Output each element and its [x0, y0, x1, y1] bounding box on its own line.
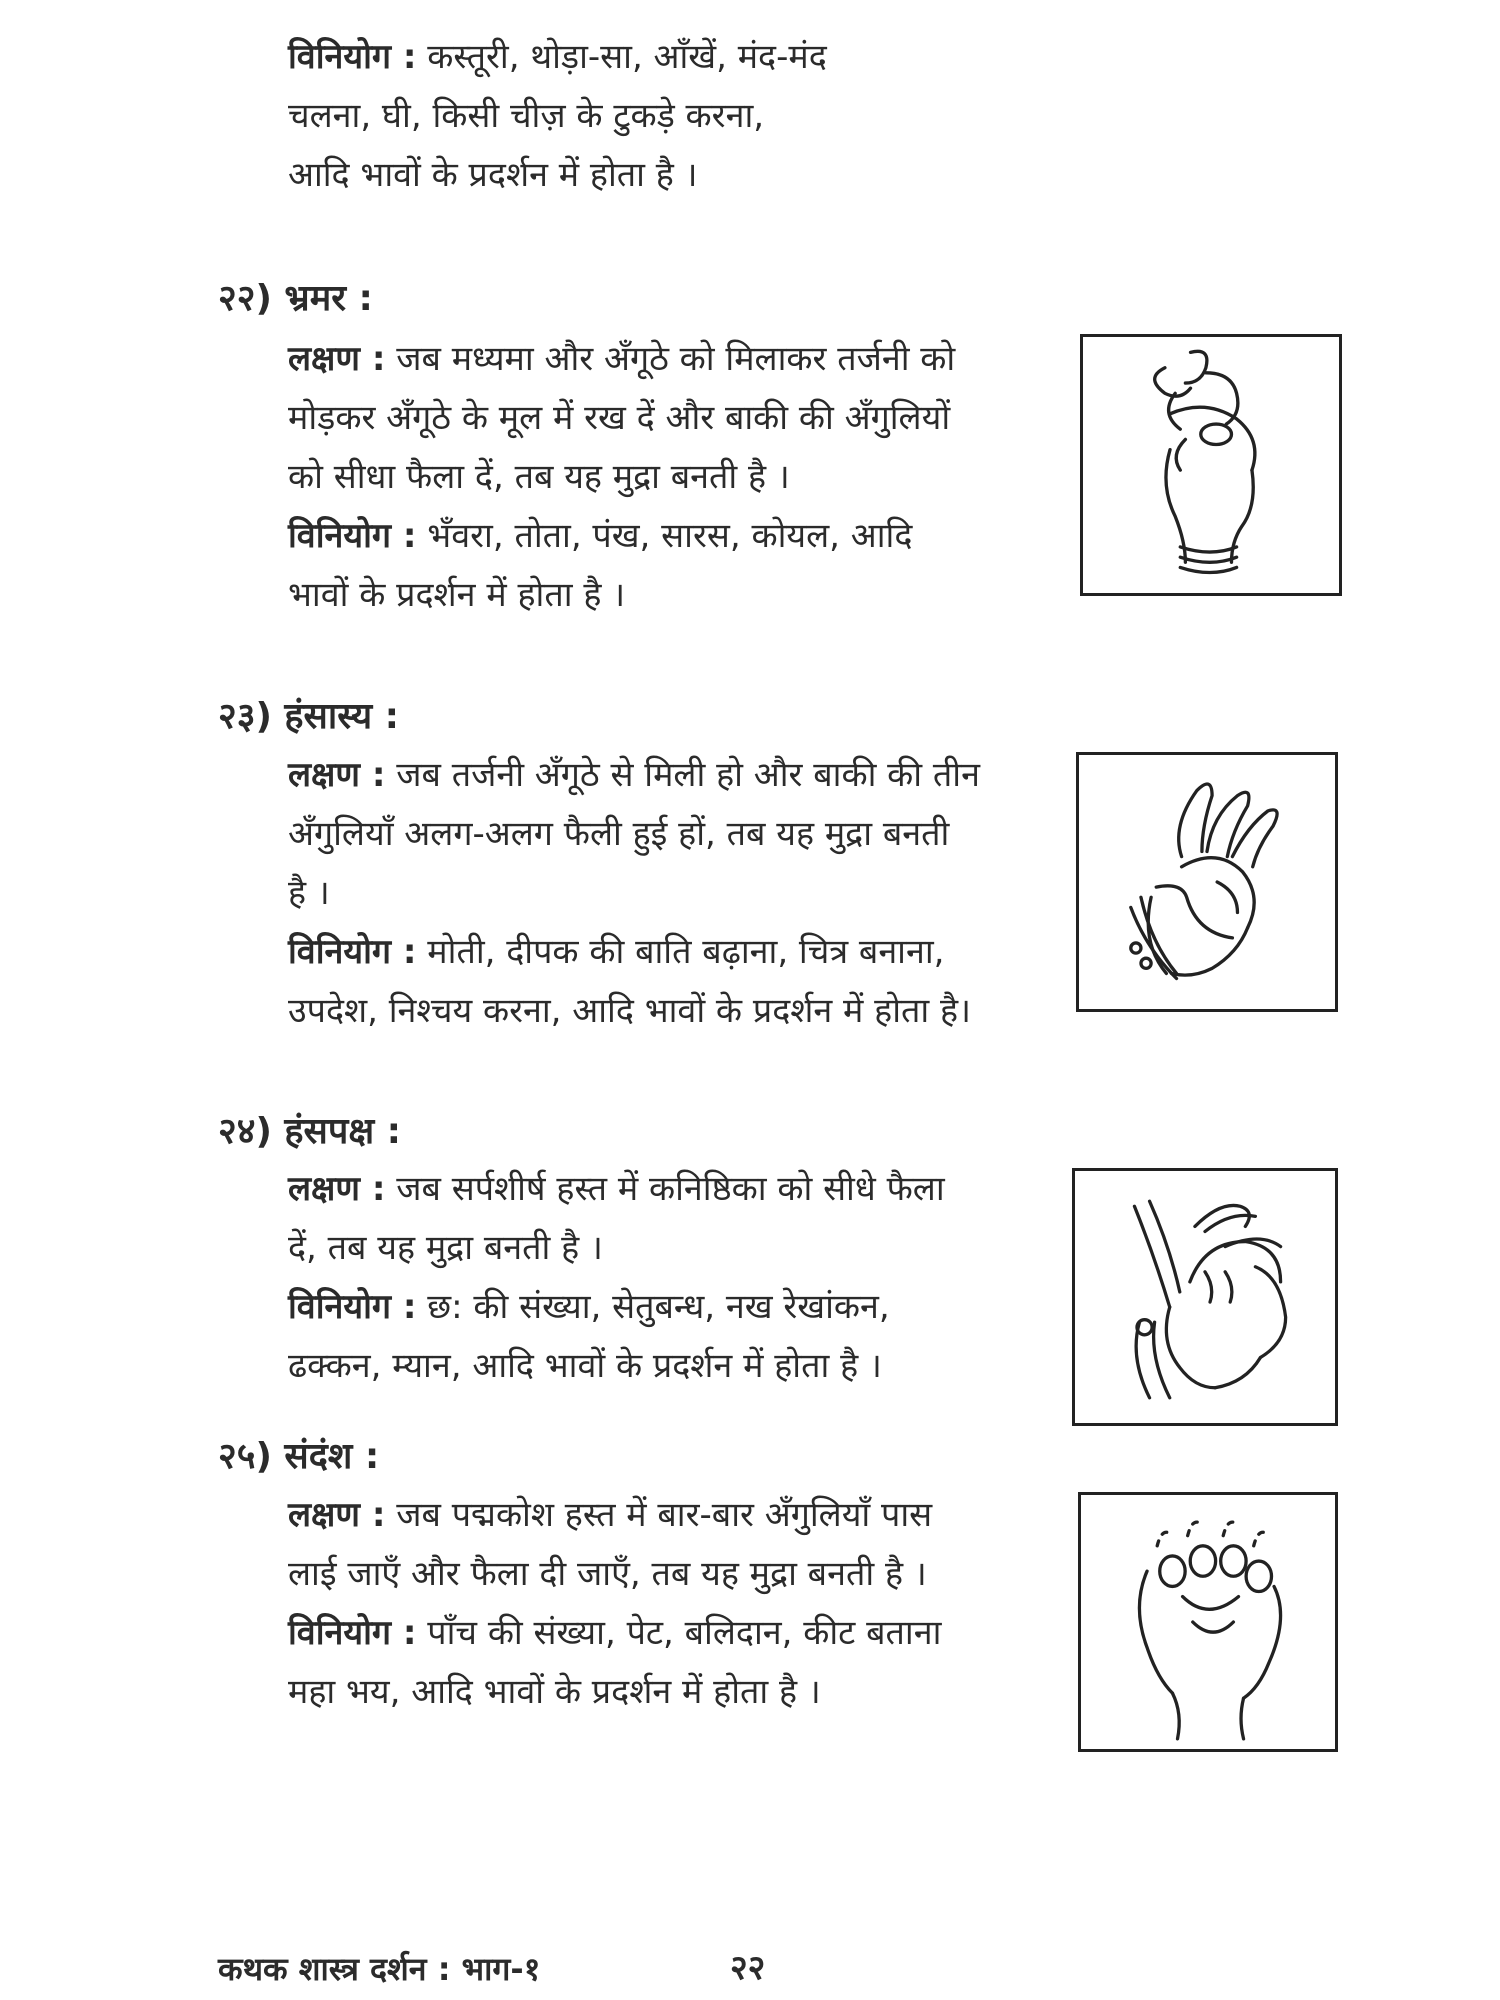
text-line: भावों के प्रदर्शन में होता है ।	[288, 575, 626, 615]
text-line: लक्षण : जब मध्यमा और अँगूठे को मिलाकर तर्जनी को	[288, 339, 956, 379]
text-line: विनियोग : पाँच की संख्या, पेट, बलिदान, कीट बताना	[288, 1613, 942, 1653]
section-heading-25: २५) संदंश :	[218, 1436, 380, 1477]
viniyog-label: विनियोग :	[288, 37, 417, 77]
viniyog-label: विनियोग :	[288, 1613, 417, 1653]
section-heading-23: २३) हंसास्य :	[218, 696, 400, 737]
text-line: विनियोग : मोती, दीपक की बाति बढ़ाना, चित्र बनाना,	[288, 932, 945, 972]
hamsasya-mudra-hand-icon	[1076, 752, 1338, 1012]
lakshan-label: लक्षण :	[288, 1495, 386, 1535]
text-line: विनियोग : छ: की संख्या, सेतुबन्ध, नख रेखांकन,	[288, 1287, 890, 1327]
text-line: अँगुलियाँ अलग-अलग फैली हुई हों, तब यह मुद्रा बनती	[288, 814, 950, 854]
lakshan-label: लक्षण :	[288, 339, 386, 379]
page-number: २२	[730, 1948, 766, 1988]
intro-viniyog	[288, 28, 827, 205]
text-line: लक्षण : जब सर्पशीर्ष हस्त में कनिष्ठिका को सीधे फैला	[288, 1169, 945, 1209]
viniyog-label: विनियोग :	[288, 932, 417, 972]
text-line: मोड़कर अँगूठे के मूल में रख दें और बाकी की अँगुलियों	[288, 398, 951, 438]
viniyog-label: विनियोग :	[288, 1287, 417, 1327]
viniyog-label: विनियोग :	[288, 516, 417, 556]
text-line: उपदेश, निश्चय करना, आदि भावों के प्रदर्शन में होता है।	[288, 991, 971, 1031]
text-line: दें, तब यह मुद्रा बनती है ।	[288, 1228, 603, 1268]
text-line: लाई जाएँ और फैला दी जाएँ, तब यह मुद्रा बनती है ।	[288, 1554, 927, 1594]
hamsapaksha-mudra-hand-icon	[1072, 1168, 1338, 1426]
text-line: है ।	[288, 873, 330, 913]
text-line: को सीधा फैला दें, तब यह मुद्रा बनती है ।	[288, 457, 790, 497]
lakshan-label: लक्षण :	[288, 755, 386, 795]
lakshan-label: लक्षण :	[288, 1169, 386, 1209]
text-line: विनियोग : भँवरा, तोता, पंख, सारस, कोयल, आदि	[288, 516, 913, 556]
text-line: लक्षण : जब तर्जनी अँगूठे से मिली हो और बाकी की तीन	[288, 755, 980, 795]
text-line: लक्षण : जब पद्मकोश हस्त में बार-बार अँगुलियाँ पास	[288, 1495, 933, 1535]
text-line: चलना, घी, किसी चीज़ के टुकड़े करना,	[288, 96, 765, 136]
section-body-22	[288, 330, 955, 625]
text-line: ढक्कन, म्यान, आदि भावों के प्रदर्शन में होता है ।	[288, 1346, 882, 1386]
book-title-footer: कथक शास्त्र दर्शन : भाग-१	[218, 1950, 541, 1988]
section-body-23	[288, 746, 980, 1041]
text-line: महा भय, आदि भावों के प्रदर्शन में होता है ।	[288, 1672, 821, 1712]
text-line: आदि भावों के प्रदर्शन में होता है ।	[288, 155, 698, 195]
bhramar-mudra-hand-icon	[1080, 334, 1342, 596]
sandamsha-mudra-hand-icon	[1078, 1492, 1338, 1752]
section-body-24	[288, 1160, 945, 1396]
text-line: विनियोग : कस्तूरी, थोड़ा-सा, आँखें, मंद-मंद	[288, 37, 827, 77]
section-heading-22: २२) भ्रमर :	[218, 278, 373, 319]
section-body-25	[288, 1486, 941, 1722]
section-heading-24: २४) हंसपक्ष :	[218, 1111, 402, 1152]
